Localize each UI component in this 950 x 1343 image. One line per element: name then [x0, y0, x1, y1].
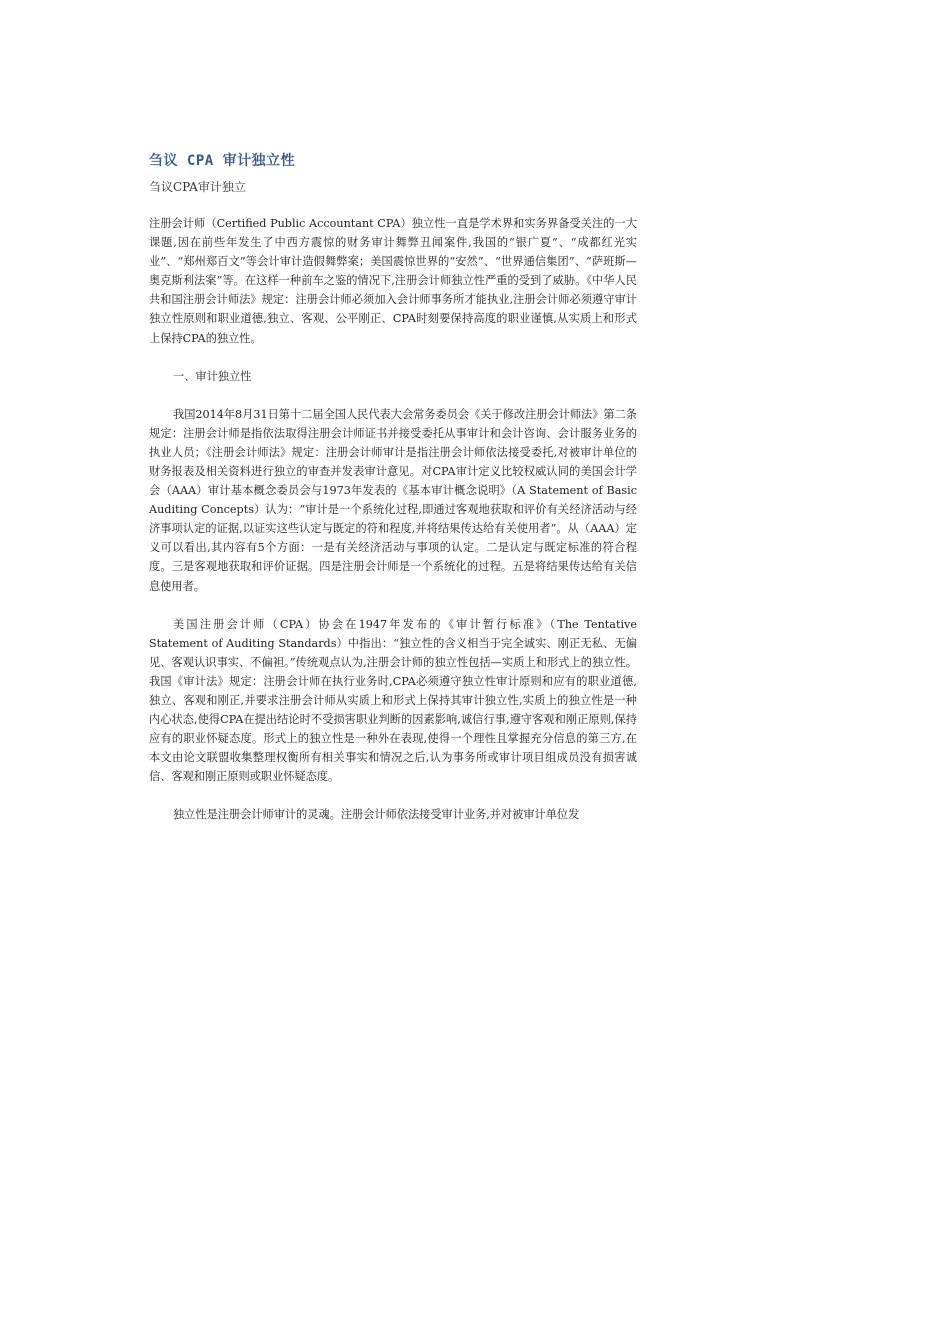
paragraph-independence: 美国注册会计师（CPA）协会在1947年发布的《审计暂行标准》（The Tentative Statement of Auditing Standards）中指出：“独立性的含义相当于完全诚实、刚正无私、无偏见、客观认识事实、不偏袒。”传统观点认为,注册会计师的独立性包括—实质上和形式上的独立性。我国《审计法》规定：注册会计师在执行业务时,CPA必须遵守独立性审计原则和应有的职业道德,独立、客观和刚正,并要求注册会计师从实质上和形式上保持其审计独立性,实质上的独立性是一种内心状态,使得CPA在提出结论时不受损害职业判断的因素影响,诚信行事,遵守客观和刚正原则,保持应有的职业怀疑态度。形式上的独立性是一种外在表现,使得一个理性且掌握充分信息的第三方,在本文由论文联盟收集整理权衡所有相关事实和情况之后,认为事务所或审计项目组成员没有损害诚信、客观和刚正原则或职业怀疑态度。 — [149, 617, 637, 784]
section-heading: 一、审计独立性 — [173, 369, 252, 383]
paragraph-intro: 注册会计师（Certified Public Accountant CPA）独立性一直是学术界和实务界备受关注的一大课题,因在前些年发生了中西方震惊的财务审计舞弊丑闻案件,我国的“银广夏”、“成都红光实业”、“郑州郑百文”等会计审计造假舞弊案；美国震惊世界的“安然”、“世界通信集团”、“萨班斯—奥克斯利法案”等。在这样一种前车之鉴的情况下,注册会计师独立性严重的受到了威胁。《中华人民共和国注册会计师法》规定：注册会计师必须加入会计师事务所才能执业,注册会计师必须遵守审计独立性原则和职业道德,独立、客观、公平刚正、CPA时刻要保持高度的职业谨慎,从实质上和形式上保持CPA的独立性。 — [149, 217, 637, 345]
paragraph-soul: 独立性是注册会计师审计的灵魂。注册会计师依法接受审计业务,并对被审计单位发 — [173, 808, 580, 822]
document-title: 刍议 CPA 审计独立性 — [149, 153, 296, 169]
document-body — [149, 150, 637, 825]
document-subtitle: 刍议CPA审计独立 — [149, 180, 246, 194]
paragraph-definition: 我国2014年8月31日第十二届全国人民代表大会常务委员会《关于修改注册会计师法》第二条规定：注册会计师是指依法取得注册会计师证书并接受委托从事审计和会计咨询、会计服务业务的执业人员；《注册会计师法》规定：注册会计师审计是指注册会计师依法接受委托,对被审计单位的财务报表及相关资料进行独立的审查并发表审计意见。对CPA审计定义比较权威认同的美国会计学会（AAA）审计基本概念委员会与1973年发表的《基本审计概念说明》（A Statement of Basic Auditing Concepts）认为：“审计是一个系统化过程,即通过客观地获取和评价有关经济活动与经济事项认定的证据,以证实这些认定与既定的符和程度,并将结果传达给有关使用者”。从（AAA）定义可以看出,其内容有5个方面：一是有关经济活动与事项的认定。二是认定与既定标准的符合程度。三是客观地获取和评价证据。四是注册会计师是一个系统化的过程。五是将结果传达给有关信息使用者。 — [149, 407, 637, 593]
